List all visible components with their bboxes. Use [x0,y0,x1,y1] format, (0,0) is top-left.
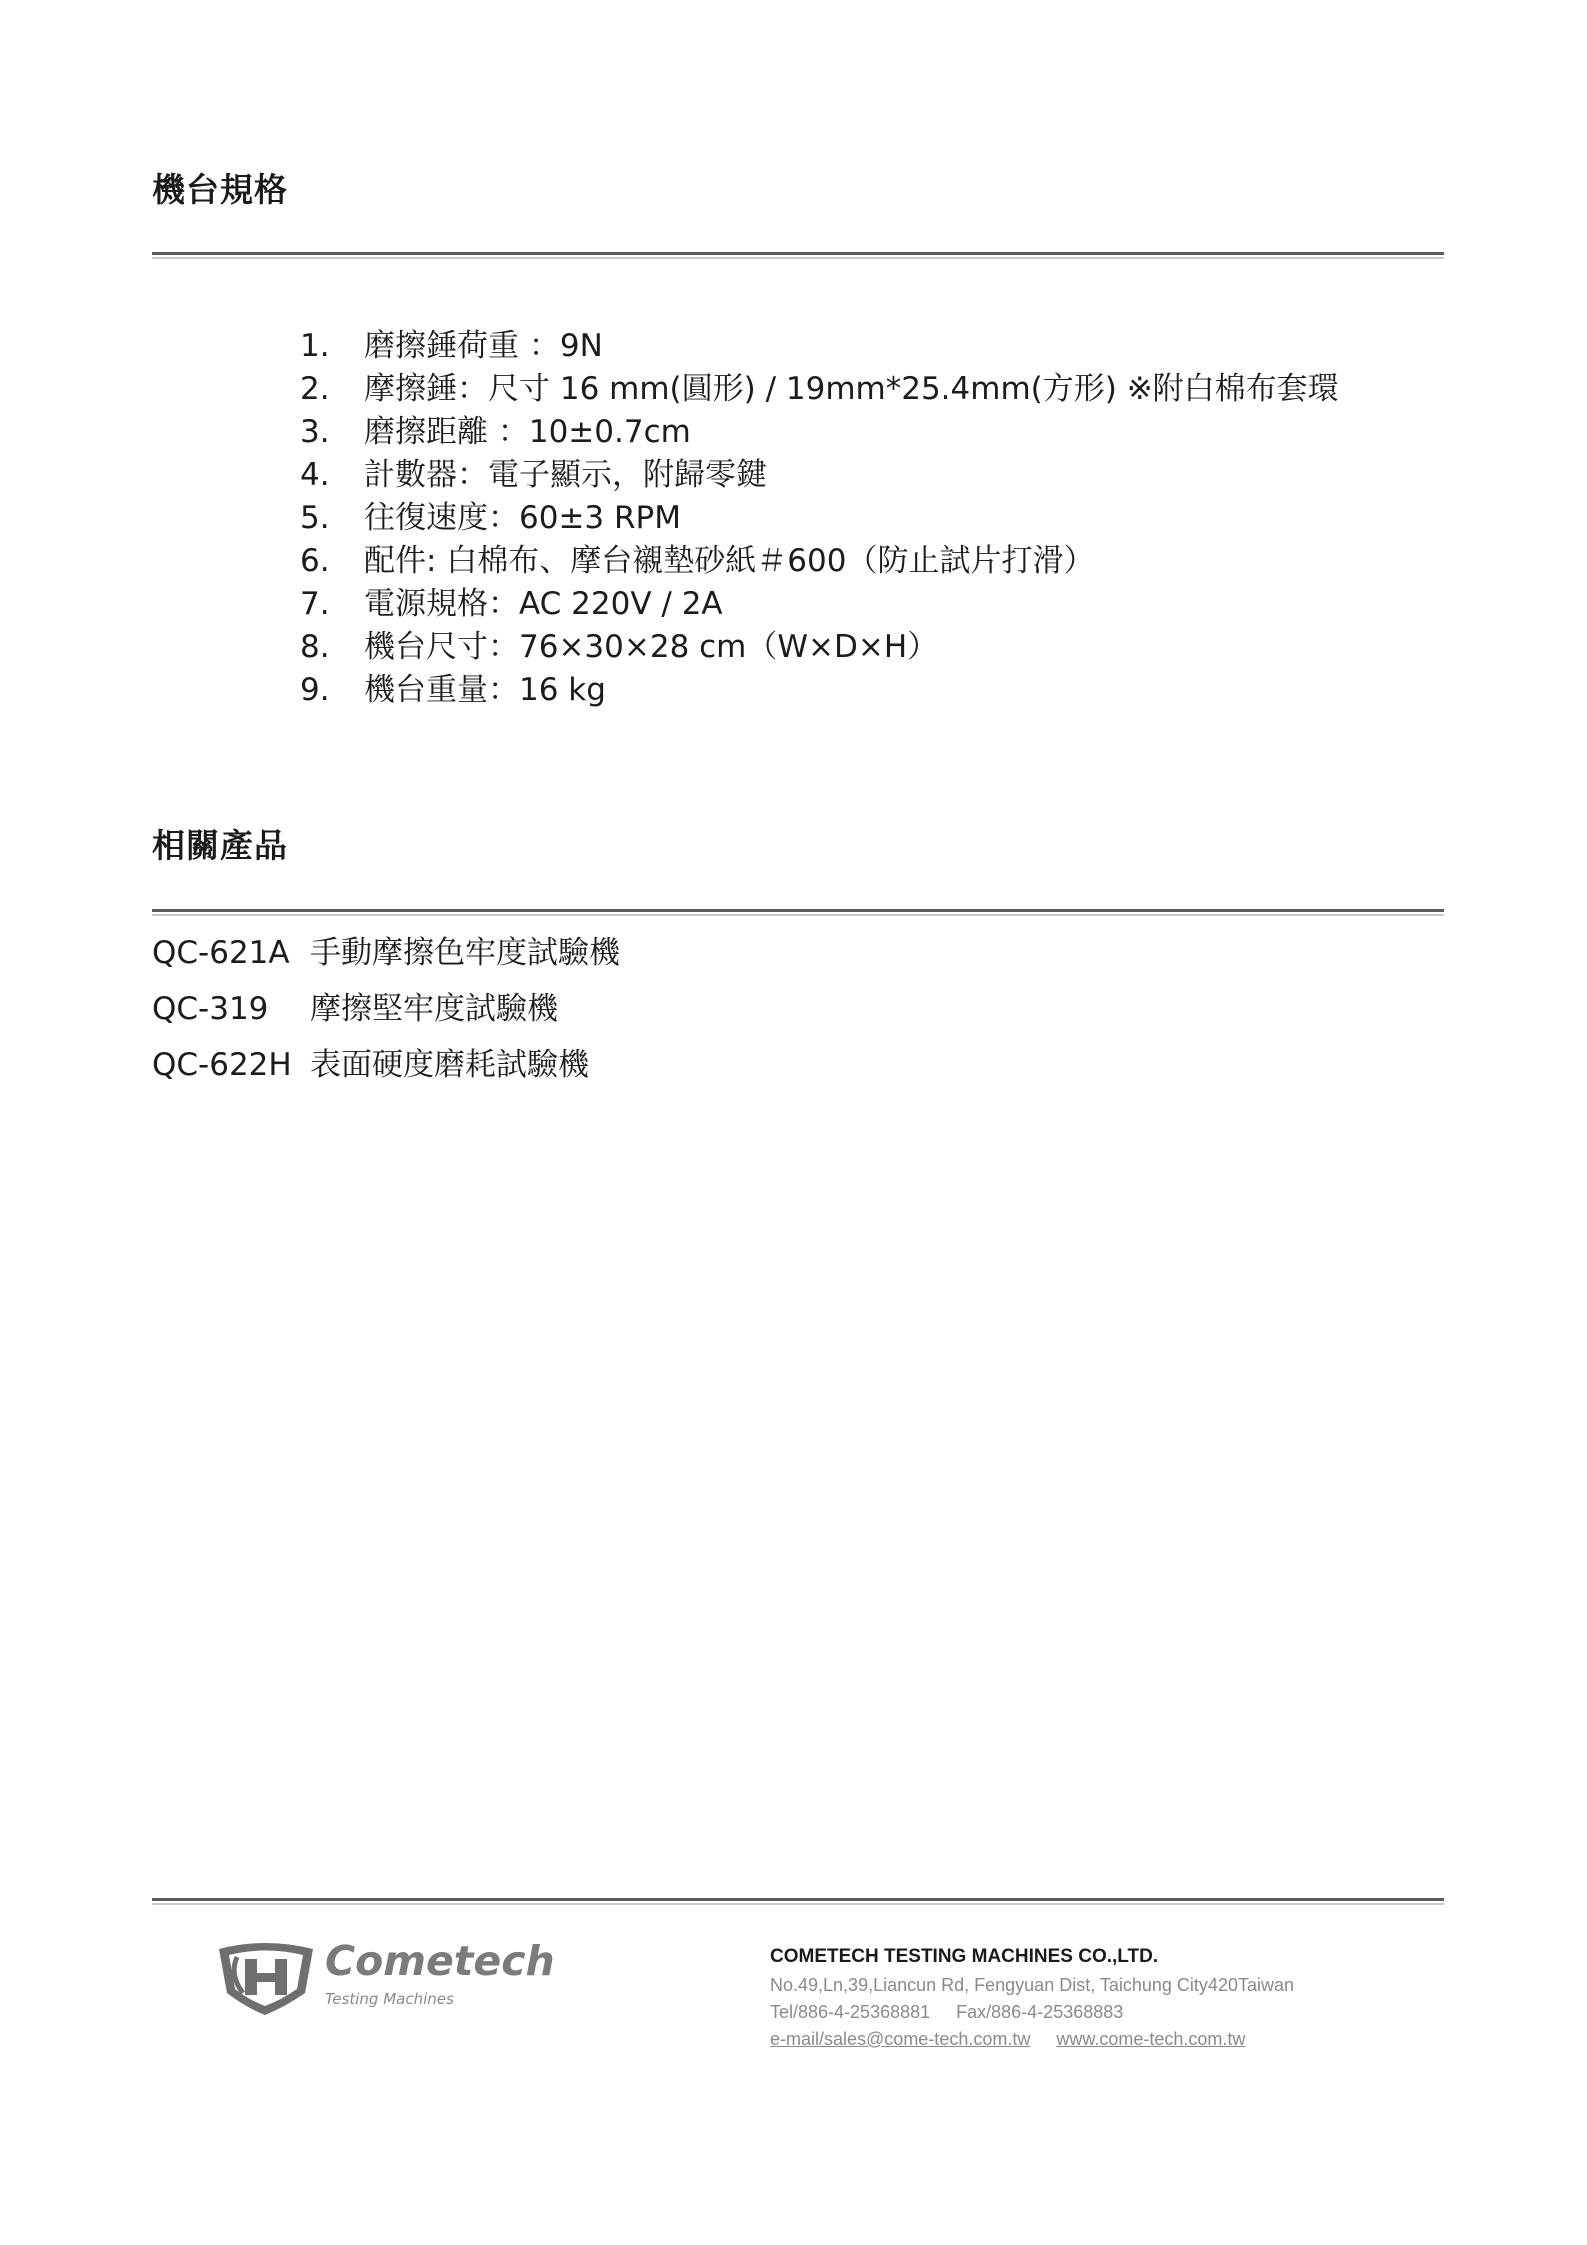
footer-divider [152,1898,1444,1906]
spec-item-text: 配件: 白棉布、摩台襯墊砂紙＃600（防止試片打滑） [364,543,1095,579]
website-link[interactable]: www.come-tech.com.tw [1056,2029,1246,2049]
spec-item-number: 5. [300,500,330,536]
spec-item [300,626,1339,669]
spec-item-text: 電源規格：AC 220V / 2A [364,586,723,622]
company-name: COMETECH TESTING MACHINES CO.,LTD. [770,1946,1159,1967]
spec-item-text: 磨擦錘荷重 ：9N [364,328,603,364]
product-code: QC-621A [152,935,290,971]
product-code: QC-622H [152,1047,292,1083]
company-info [770,1942,1294,2053]
spec-item-number: 7. [300,586,330,622]
company-logo [215,1935,565,2017]
logo-tagline: Testing Machines [325,1990,454,2008]
spec-item [300,325,1339,368]
spec-item-number: 8. [300,629,330,665]
spec-item-number: 9. [300,672,330,708]
spec-item-text: 機台尺寸：76×30×28 cm（W×D×H） [364,629,939,665]
contact-email-web [770,2026,1294,2053]
spec-item-text: 磨擦距離 ：10±0.7cm [364,414,691,450]
spec-item [300,583,1339,626]
spec-item-text: 往復速度：60±3 RPM [364,500,681,536]
fax: Fax/886-4-25368883 [956,2002,1124,2022]
contact-phone-fax [770,1999,1294,2026]
spec-item [300,454,1339,497]
spec-item-text: 計數器：電子顯示，附歸零鍵 [364,457,767,493]
related-product-item [152,925,620,981]
cometech-h-shield-icon [215,1935,317,2017]
spec-item [300,540,1339,583]
product-name: 摩擦堅牢度試驗機 [310,991,558,1027]
spec-item-number: 4. [300,457,330,493]
spec-item [300,411,1339,454]
spec-item [300,368,1339,411]
related-product-item [152,1037,620,1093]
spec-section-title: 機台規格 [152,170,288,209]
telephone: Tel/886-4-25368881 [770,2002,931,2022]
spec-item-number: 3. [300,414,330,450]
email-link[interactable]: e-mail/sales@come-tech.com.tw [770,2029,1031,2049]
product-code: QC-319 [152,991,269,1027]
logo-wordmark: Cometech [325,1937,555,1985]
product-name: 表面硬度磨耗試驗機 [310,1047,589,1083]
related-products-list [152,925,620,1093]
spec-list [300,325,1339,712]
spec-divider [152,252,1444,260]
spec-item [300,669,1339,712]
spec-item-text: 機台重量：16 kg [364,672,606,708]
company-address: No.49,Ln,39,Liancun Rd, Fengyuan Dist, Taichung City420Taiwan [770,1975,1294,1995]
spec-item [300,497,1339,540]
related-product-item [152,981,620,1037]
spec-item-number: 1. [300,328,330,364]
related-divider [152,909,1444,917]
related-section-title: 相關產品 [152,826,288,865]
spec-item-number: 2. [300,371,330,407]
spec-item-number: 6. [300,543,330,579]
spec-item-text: 摩擦錘：尺寸 16 mm(圓形) / 19mm*25.4mm(方形) ※附白棉布套環 [364,371,1339,407]
product-name: 手動摩擦色牢度試驗機 [310,935,620,971]
